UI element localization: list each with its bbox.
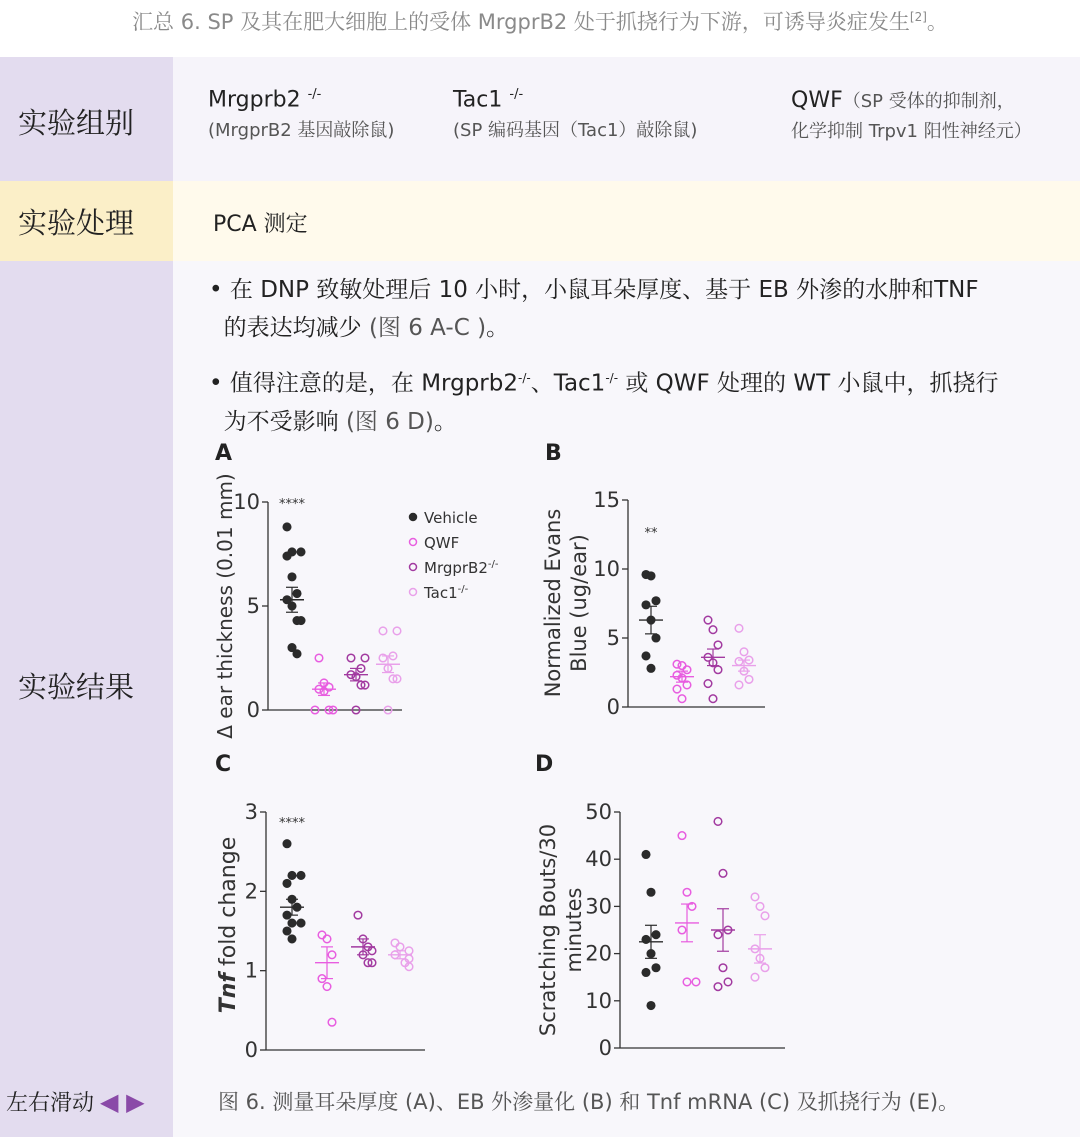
swipe-label: 左右滑动 (6, 1091, 95, 1116)
y-axis-label-B: Normalized Evans (541, 508, 565, 698)
group-desc: (MrgprB2 基因敲除鼠) (208, 120, 395, 142)
data-point (283, 911, 291, 919)
data-point (405, 947, 413, 955)
data-point (647, 572, 655, 580)
top-caption-text: 汇总 6. SP 及其在肥大细胞上的受体 MrgprB2 处于抓挠行为下游，可诱导炎症发生 (132, 10, 910, 34)
group-desc: 化学抑制 Trpv1 阳性神经元） (791, 121, 1032, 142)
data-point (288, 602, 296, 610)
significance-A: **** (279, 497, 305, 512)
data-point (642, 936, 650, 944)
y-tick-label-B: 10 (593, 557, 620, 581)
groups-label: 实验组别 (18, 106, 135, 140)
data-point (745, 676, 753, 684)
y-tick-label-A: 5 (246, 594, 260, 618)
data-point (751, 893, 759, 901)
legend-marker (410, 589, 417, 596)
data-point (379, 627, 387, 635)
y-tick-label-A: 10 (233, 490, 260, 514)
data-point (735, 658, 743, 666)
data-point (647, 665, 655, 673)
data-point (761, 964, 769, 972)
swipe-hint[interactable] (6, 1086, 145, 1117)
data-point (678, 832, 686, 840)
figure-caption: 图 6. 测量耳朵厚度 (A)、EB 外渗量化 (B) 和 Tnf mRNA (C) 及抓挠行为 (E)。 (218, 1090, 960, 1114)
data-point (724, 978, 732, 986)
data-point (719, 964, 727, 972)
data-point (709, 695, 717, 703)
y-tick-label-B: 0 (606, 695, 620, 719)
legend-label: MrgprB2-/- (424, 559, 499, 577)
data-point (361, 654, 369, 662)
data-point (647, 950, 655, 958)
data-point (709, 626, 717, 634)
bullet-dot: • (209, 370, 230, 397)
top-caption-end: 。 (926, 10, 948, 34)
data-point (704, 616, 712, 624)
data-point (288, 895, 296, 903)
y-tick-label-A: 0 (246, 698, 260, 722)
data-point (297, 548, 305, 556)
data-point (673, 660, 681, 668)
group-desc: (SP 编码基因（Tac1）敲除鼠) (453, 120, 698, 142)
data-point (293, 590, 301, 598)
data-point (283, 927, 291, 935)
legend-marker (410, 539, 417, 546)
data-point (683, 978, 691, 986)
data-point (642, 652, 650, 660)
significance-C: **** (279, 816, 305, 831)
group-name: Tac1 -/- (453, 87, 524, 113)
legend-marker (410, 514, 417, 521)
data-point (678, 662, 686, 670)
data-point (642, 601, 650, 609)
data-point (396, 943, 404, 951)
panel-letter-c: C (215, 752, 232, 777)
data-point (714, 818, 722, 826)
y-tick-label-C: 1 (244, 958, 258, 983)
y-tick-label-D: 10 (585, 988, 612, 1013)
data-point (714, 983, 722, 991)
data-point (683, 666, 691, 674)
data-point (652, 597, 660, 605)
bullet-2: • 值得注意的是，在 Mrgprb2-/-、Tac1-/- 或 QWF 处理的 WT 小鼠中，抓挠行 为不受影响 (图 6 D)。 (209, 370, 999, 435)
data-point (678, 695, 686, 703)
group-name: Mrgprb2 -/- (208, 87, 322, 113)
data-point (704, 680, 712, 688)
y-tick-label-C: 0 (244, 1038, 258, 1062)
data-point (288, 573, 296, 581)
legend-label: QWF (424, 534, 460, 552)
panel-letter-a: A (215, 441, 233, 466)
data-point (647, 1002, 655, 1010)
data-point (297, 617, 305, 625)
data-point (347, 654, 355, 662)
y-tick-label-B: 5 (606, 626, 620, 650)
data-point (354, 911, 362, 919)
legend-marker (410, 564, 417, 571)
data-point (652, 634, 660, 642)
data-point (318, 931, 326, 939)
data-point (283, 552, 291, 560)
panel-letter-d: D (535, 752, 554, 777)
data-point (642, 969, 650, 977)
data-point (283, 840, 291, 848)
data-point (297, 872, 305, 880)
data-point (393, 627, 401, 635)
data-point (714, 641, 722, 649)
treatment-label: 实验处理 (18, 206, 135, 240)
data-point (297, 919, 305, 927)
top-caption-ref: [2] (909, 10, 927, 24)
y-axis-label-C: Tnf fold change (216, 836, 241, 1014)
data-point (391, 939, 399, 947)
bullet-1: • 在 DNP 致敏处理后 10 小时，小鼠耳朵厚度、基于 EB 外渗的水肿和TNF 的表达均减少 (图 6 A-C )。 (209, 277, 979, 341)
data-point (647, 616, 655, 624)
data-point (673, 685, 681, 693)
data-point (288, 935, 296, 943)
data-point (735, 681, 743, 689)
y-axis-label-B: Blue (ug/ear) (567, 534, 591, 672)
legend-label: Vehicle (424, 509, 478, 527)
swipe-arrows-icon[interactable]: ◀ ▶ (100, 1088, 145, 1116)
data-point (323, 983, 331, 991)
data-point (719, 870, 727, 878)
data-point (735, 625, 743, 633)
data-point (756, 903, 764, 911)
data-point (652, 931, 660, 939)
data-point (328, 951, 336, 959)
treatment-text: PCA 测定 (213, 212, 308, 237)
data-point (761, 912, 769, 920)
significance-B: ** (644, 526, 658, 541)
data-point (678, 926, 686, 934)
data-point (714, 666, 722, 674)
data-point (323, 935, 331, 943)
data-point (642, 851, 650, 859)
y-axis-label-D: Scratching Bouts/30 (536, 823, 560, 1037)
y-tick-label-C: 2 (244, 879, 258, 904)
y-tick-label-D: 40 (585, 847, 612, 872)
data-point (288, 872, 296, 880)
data-point (315, 654, 323, 662)
y-tick-label-D: 20 (585, 941, 612, 966)
data-point (714, 931, 722, 939)
data-point (293, 903, 301, 911)
data-point (692, 978, 700, 986)
data-point (751, 973, 759, 981)
results-label: 实验结果 (18, 670, 135, 704)
legend-label: Tac1-/- (424, 584, 469, 602)
y-tick-label-D: 0 (598, 1036, 612, 1060)
data-point (328, 1018, 336, 1026)
data-point (740, 648, 748, 656)
data-point (288, 919, 296, 927)
data-point (283, 880, 291, 888)
y-axis-label-D: minutes (562, 887, 586, 973)
bullet-dot: • (209, 277, 230, 303)
data-point (647, 888, 655, 896)
group-name: QWF（SP 受体的抑制剂， (791, 88, 1015, 113)
y-tick-label-D: 50 (585, 800, 612, 824)
y-tick-label-C: 3 (244, 800, 258, 824)
y-axis-label-A: Δ ear thickness (0.01 mm) (213, 473, 237, 739)
data-point (283, 523, 291, 531)
y-tick-label-D: 30 (585, 894, 612, 919)
panel-letter-b: B (545, 441, 562, 466)
data-point (683, 888, 691, 896)
data-point (652, 964, 660, 972)
data-point (293, 650, 301, 658)
y-tick-label-B: 15 (593, 488, 620, 512)
